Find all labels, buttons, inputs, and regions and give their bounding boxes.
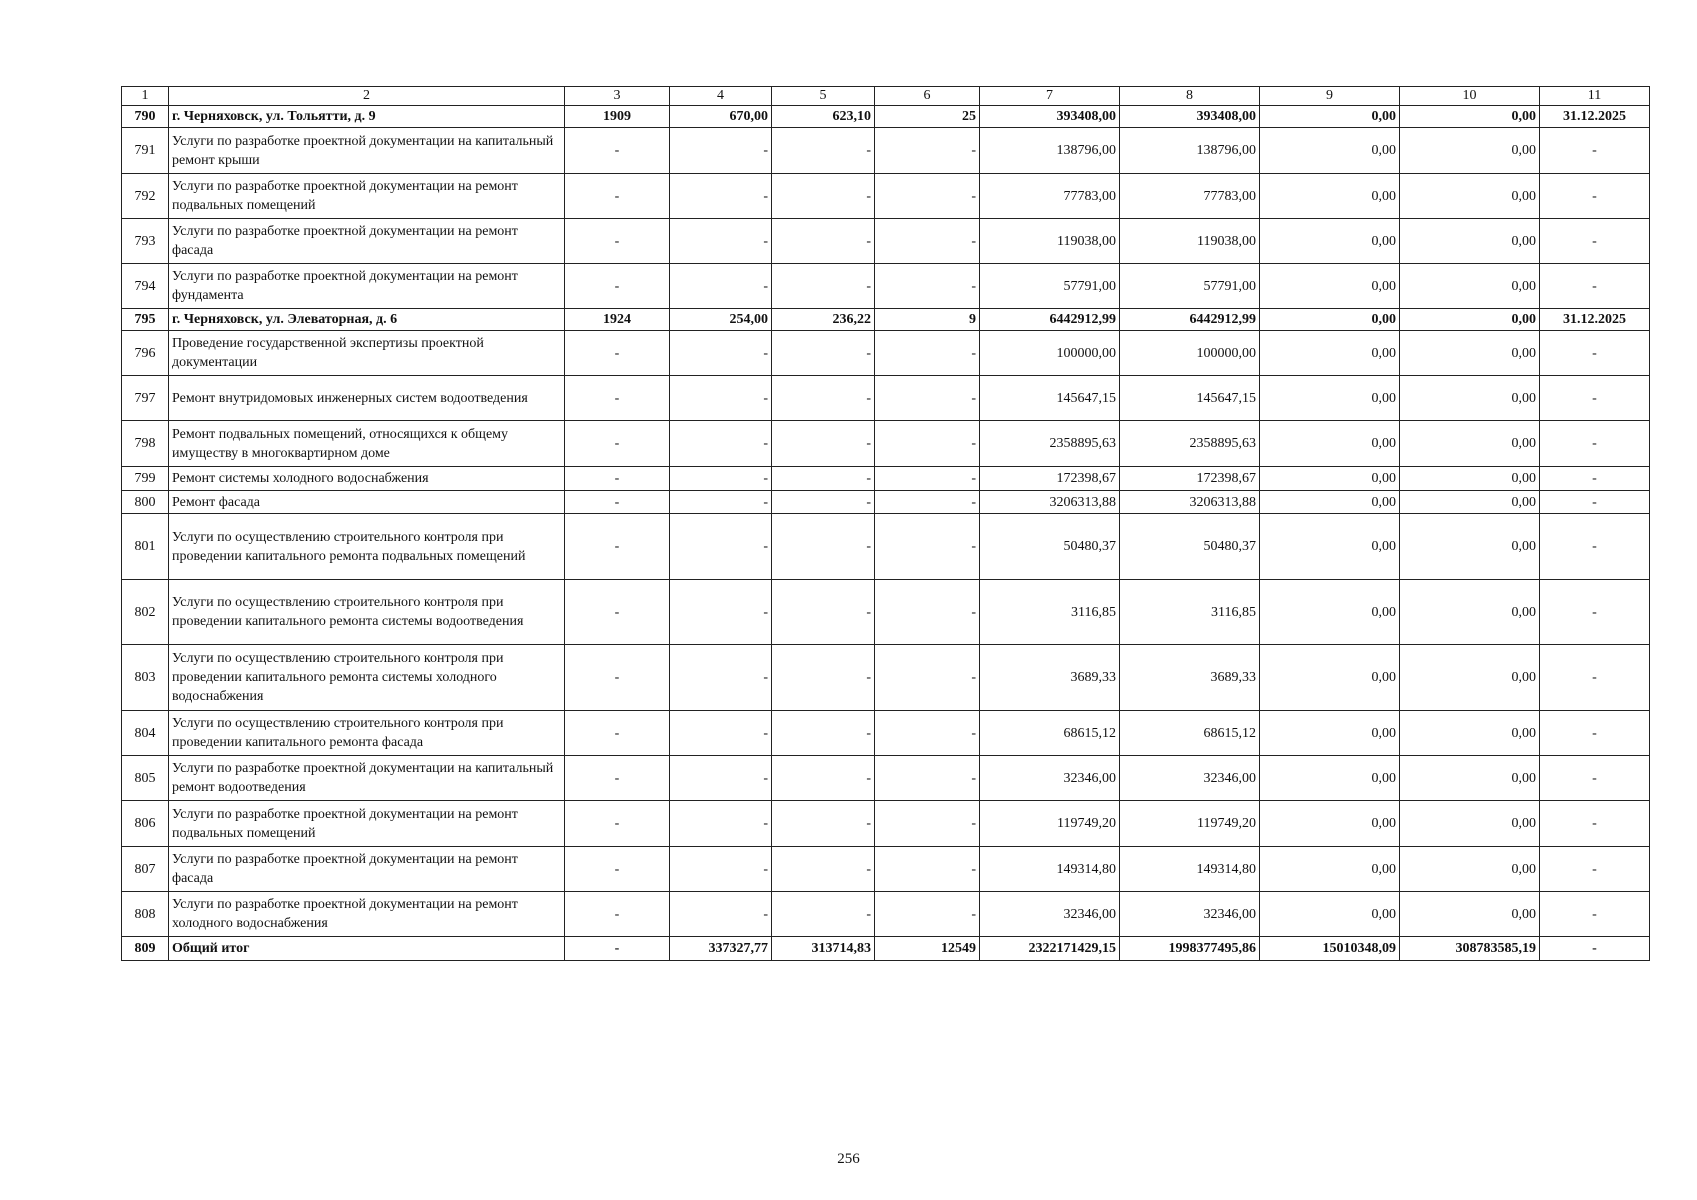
cost-regional: 0,00 (1260, 711, 1400, 756)
item-description: Услуги по разработке проектной документации на ремонт подвальных помещений (169, 174, 565, 219)
area-living: - (772, 645, 875, 711)
area-living: - (772, 174, 875, 219)
row-number: 804 (122, 711, 169, 756)
area-total: - (670, 128, 772, 174)
residents-count: - (875, 331, 980, 376)
year-built: - (565, 847, 670, 892)
completion-date: 31.12.2025 (1540, 309, 1650, 331)
residents-count: - (875, 467, 980, 491)
area-living: 236,22 (772, 309, 875, 331)
completion-date: - (1540, 937, 1650, 961)
completion-date: - (1540, 711, 1650, 756)
document-table-container (121, 86, 1649, 961)
cost-fund: 119038,00 (1120, 219, 1260, 264)
cost-total: 3206313,88 (980, 491, 1120, 514)
cost-regional: 0,00 (1260, 421, 1400, 467)
area-living: - (772, 421, 875, 467)
table-row (122, 309, 1650, 331)
item-description: Ремонт внутридомовых инженерных систем водоотведения (169, 376, 565, 421)
item-description: г. Черняховск, ул. Тольятти, д. 9 (169, 106, 565, 128)
item-description: Услуги по разработке проектной документации на ремонт подвальных помещений (169, 801, 565, 847)
row-number: 795 (122, 309, 169, 331)
residents-count: - (875, 491, 980, 514)
cost-owners: 0,00 (1400, 128, 1540, 174)
item-description: Услуги по разработке проектной документации на ремонт фасада (169, 847, 565, 892)
col-header-3: 3 (565, 87, 670, 106)
cost-total: 119749,20 (980, 801, 1120, 847)
cost-total: 32346,00 (980, 892, 1120, 937)
cost-regional: 0,00 (1260, 467, 1400, 491)
area-total: - (670, 711, 772, 756)
cost-regional: 0,00 (1260, 847, 1400, 892)
cost-total: 3116,85 (980, 580, 1120, 645)
residents-count: - (875, 421, 980, 467)
residents-count: - (875, 645, 980, 711)
col-header-9: 9 (1260, 87, 1400, 106)
completion-date: - (1540, 892, 1650, 937)
row-number: 808 (122, 892, 169, 937)
cost-regional: 15010348,09 (1260, 937, 1400, 961)
cost-regional: 0,00 (1260, 645, 1400, 711)
residents-count: - (875, 711, 980, 756)
cost-owners: 0,00 (1400, 645, 1540, 711)
cost-total: 119038,00 (980, 219, 1120, 264)
table-row (122, 467, 1650, 491)
completion-date: - (1540, 421, 1650, 467)
residents-count: - (875, 174, 980, 219)
cost-total: 172398,67 (980, 467, 1120, 491)
area-total: - (670, 467, 772, 491)
residents-count: - (875, 580, 980, 645)
cost-fund: 172398,67 (1120, 467, 1260, 491)
row-number: 799 (122, 467, 169, 491)
year-built: - (565, 645, 670, 711)
cost-total: 6442912,99 (980, 309, 1120, 331)
item-description: Услуги по разработке проектной документации на ремонт фундамента (169, 264, 565, 309)
area-living: - (772, 801, 875, 847)
cost-owners: 0,00 (1400, 892, 1540, 937)
cost-owners: 0,00 (1400, 580, 1540, 645)
cost-owners: 0,00 (1400, 514, 1540, 580)
item-description: Услуги по разработке проектной документации на ремонт холодного водоснабжения (169, 892, 565, 937)
cost-regional: 0,00 (1260, 309, 1400, 331)
row-number: 793 (122, 219, 169, 264)
cost-fund: 68615,12 (1120, 711, 1260, 756)
cost-owners: 0,00 (1400, 331, 1540, 376)
cost-total: 2322171429,15 (980, 937, 1120, 961)
row-number: 790 (122, 106, 169, 128)
cost-fund: 100000,00 (1120, 331, 1260, 376)
area-living: - (772, 491, 875, 514)
cost-regional: 0,00 (1260, 756, 1400, 801)
area-living: - (772, 847, 875, 892)
cost-owners: 0,00 (1400, 756, 1540, 801)
area-total: - (670, 514, 772, 580)
completion-date: - (1540, 174, 1650, 219)
year-built: - (565, 580, 670, 645)
residents-count: 9 (875, 309, 980, 331)
year-built: - (565, 801, 670, 847)
year-built: - (565, 892, 670, 937)
cost-total: 3689,33 (980, 645, 1120, 711)
table-row (122, 491, 1650, 514)
cost-regional: 0,00 (1260, 491, 1400, 514)
col-header-11: 11 (1540, 87, 1650, 106)
cost-owners: 0,00 (1400, 491, 1540, 514)
row-number: 796 (122, 331, 169, 376)
cost-owners: 0,00 (1400, 801, 1540, 847)
cost-regional: 0,00 (1260, 106, 1400, 128)
cost-owners: 0,00 (1400, 376, 1540, 421)
item-description: Услуги по осуществлению строительного контроля при проведении капитального ремонта системы водоотведения (169, 580, 565, 645)
cost-owners: 308783585,19 (1400, 937, 1540, 961)
table-body (122, 106, 1650, 961)
cost-fund: 3206313,88 (1120, 491, 1260, 514)
cost-owners: 0,00 (1400, 309, 1540, 331)
year-built: - (565, 219, 670, 264)
area-living: 313714,83 (772, 937, 875, 961)
table-row (122, 892, 1650, 937)
area-living: - (772, 264, 875, 309)
cost-fund: 119749,20 (1120, 801, 1260, 847)
residents-count: - (875, 756, 980, 801)
completion-date: - (1540, 128, 1650, 174)
item-description: Ремонт фасада (169, 491, 565, 514)
item-description: Услуги по осуществлению строительного контроля при проведении капитального ремонта фасада (169, 711, 565, 756)
area-total: - (670, 847, 772, 892)
row-number: 807 (122, 847, 169, 892)
completion-date: - (1540, 847, 1650, 892)
item-description: Проведение государственной экспертизы проектной документации (169, 331, 565, 376)
year-built: - (565, 376, 670, 421)
table-row (122, 128, 1650, 174)
page-number: 256 (837, 1151, 860, 1167)
cost-owners: 0,00 (1400, 467, 1540, 491)
table-row (122, 847, 1650, 892)
area-total: - (670, 376, 772, 421)
cost-fund: 393408,00 (1120, 106, 1260, 128)
col-header-1: 1 (122, 87, 169, 106)
area-living: - (772, 128, 875, 174)
cost-regional: 0,00 (1260, 892, 1400, 937)
area-living: - (772, 892, 875, 937)
year-built: - (565, 514, 670, 580)
year-built: - (565, 421, 670, 467)
year-built: - (565, 128, 670, 174)
row-number: 798 (122, 421, 169, 467)
year-built: 1924 (565, 309, 670, 331)
area-living: - (772, 756, 875, 801)
completion-date: - (1540, 580, 1650, 645)
cost-fund: 57791,00 (1120, 264, 1260, 309)
year-built: - (565, 711, 670, 756)
table-row (122, 106, 1650, 128)
table-row (122, 937, 1650, 961)
cost-owners: 0,00 (1400, 711, 1540, 756)
item-description: Ремонт системы холодного водоснабжения (169, 467, 565, 491)
item-description: Услуги по разработке проектной документации на капитальный ремонт водоотведения (169, 756, 565, 801)
area-total: - (670, 219, 772, 264)
col-header-8: 8 (1120, 87, 1260, 106)
residents-count: 12549 (875, 937, 980, 961)
col-header-5: 5 (772, 87, 875, 106)
cost-owners: 0,00 (1400, 219, 1540, 264)
area-living: - (772, 514, 875, 580)
completion-date: - (1540, 514, 1650, 580)
item-description: Общий итог (169, 937, 565, 961)
col-header-6: 6 (875, 87, 980, 106)
col-header-10: 10 (1400, 87, 1540, 106)
row-number: 794 (122, 264, 169, 309)
cost-total: 32346,00 (980, 756, 1120, 801)
table-row (122, 264, 1650, 309)
completion-date: - (1540, 264, 1650, 309)
completion-date: - (1540, 376, 1650, 421)
residents-count: - (875, 847, 980, 892)
cost-fund: 32346,00 (1120, 756, 1260, 801)
area-living: - (772, 376, 875, 421)
area-living: 623,10 (772, 106, 875, 128)
cost-total: 100000,00 (980, 331, 1120, 376)
cost-regional: 0,00 (1260, 219, 1400, 264)
completion-date: - (1540, 756, 1650, 801)
item-description: Услуги по осуществлению строительного контроля при проведении капитального ремонта системы холодного водоснабжения (169, 645, 565, 711)
item-description: Услуги по разработке проектной документации на ремонт фасада (169, 219, 565, 264)
cost-total: 50480,37 (980, 514, 1120, 580)
completion-date: - (1540, 491, 1650, 514)
table-row (122, 580, 1650, 645)
col-header-4: 4 (670, 87, 772, 106)
residents-count: - (875, 514, 980, 580)
year-built: - (565, 937, 670, 961)
cost-regional: 0,00 (1260, 801, 1400, 847)
area-total: - (670, 264, 772, 309)
area-total: - (670, 580, 772, 645)
cost-fund: 77783,00 (1120, 174, 1260, 219)
row-number: 805 (122, 756, 169, 801)
residents-count: - (875, 801, 980, 847)
residents-count: - (875, 892, 980, 937)
cost-owners: 0,00 (1400, 264, 1540, 309)
area-total: - (670, 491, 772, 514)
cost-total: 57791,00 (980, 264, 1120, 309)
area-total: - (670, 756, 772, 801)
cost-regional: 0,00 (1260, 376, 1400, 421)
cost-fund: 3116,85 (1120, 580, 1260, 645)
area-living: - (772, 711, 875, 756)
cost-owners: 0,00 (1400, 106, 1540, 128)
year-built: - (565, 264, 670, 309)
item-description: Ремонт подвальных помещений, относящихся к общему имуществу в многоквартирном доме (169, 421, 565, 467)
residents-count: - (875, 128, 980, 174)
cost-regional: 0,00 (1260, 128, 1400, 174)
area-total: - (670, 421, 772, 467)
cost-total: 138796,00 (980, 128, 1120, 174)
row-number: 802 (122, 580, 169, 645)
residents-count: - (875, 264, 980, 309)
cost-fund: 145647,15 (1120, 376, 1260, 421)
row-number: 809 (122, 937, 169, 961)
col-header-2: 2 (169, 87, 565, 106)
cost-regional: 0,00 (1260, 331, 1400, 376)
row-number: 797 (122, 376, 169, 421)
area-total: - (670, 892, 772, 937)
area-total: 670,00 (670, 106, 772, 128)
row-number: 800 (122, 491, 169, 514)
cost-regional: 0,00 (1260, 514, 1400, 580)
year-built: - (565, 756, 670, 801)
col-header-7: 7 (980, 87, 1120, 106)
area-total: - (670, 174, 772, 219)
item-description: Услуги по осуществлению строительного контроля при проведении капитального ремонта подвальных помещений (169, 514, 565, 580)
cost-total: 393408,00 (980, 106, 1120, 128)
row-number: 806 (122, 801, 169, 847)
row-number: 791 (122, 128, 169, 174)
cost-owners: 0,00 (1400, 847, 1540, 892)
area-living: - (772, 467, 875, 491)
area-total: - (670, 331, 772, 376)
table-row (122, 801, 1650, 847)
table-row (122, 645, 1650, 711)
item-description: Услуги по разработке проектной документации на капитальный ремонт крыши (169, 128, 565, 174)
table-row (122, 756, 1650, 801)
cost-fund: 149314,80 (1120, 847, 1260, 892)
completion-date: - (1540, 331, 1650, 376)
completion-date: - (1540, 801, 1650, 847)
table-row (122, 174, 1650, 219)
completion-date: 31.12.2025 (1540, 106, 1650, 128)
completion-date: - (1540, 219, 1650, 264)
cost-fund: 32346,00 (1120, 892, 1260, 937)
cost-total: 68615,12 (980, 711, 1120, 756)
cost-fund: 6442912,99 (1120, 309, 1260, 331)
row-number: 803 (122, 645, 169, 711)
column-number-row (122, 87, 1650, 106)
residents-count: - (875, 376, 980, 421)
area-total: - (670, 645, 772, 711)
table-row (122, 421, 1650, 467)
cost-owners: 0,00 (1400, 421, 1540, 467)
row-number: 801 (122, 514, 169, 580)
residents-count: - (875, 219, 980, 264)
cost-total: 149314,80 (980, 847, 1120, 892)
table-row (122, 331, 1650, 376)
table-row (122, 219, 1650, 264)
cost-total: 2358895,63 (980, 421, 1120, 467)
cost-fund: 1998377495,86 (1120, 937, 1260, 961)
cost-fund: 138796,00 (1120, 128, 1260, 174)
cost-fund: 50480,37 (1120, 514, 1260, 580)
residents-count: 25 (875, 106, 980, 128)
table-row (122, 514, 1650, 580)
area-living: - (772, 331, 875, 376)
table-row (122, 711, 1650, 756)
row-number: 792 (122, 174, 169, 219)
table-row (122, 376, 1650, 421)
cost-total: 77783,00 (980, 174, 1120, 219)
cost-regional: 0,00 (1260, 264, 1400, 309)
year-built: - (565, 174, 670, 219)
area-total: 337327,77 (670, 937, 772, 961)
area-total: 254,00 (670, 309, 772, 331)
area-living: - (772, 219, 875, 264)
cost-fund: 2358895,63 (1120, 421, 1260, 467)
area-total: - (670, 801, 772, 847)
item-description: г. Черняховск, ул. Элеваторная, д. 6 (169, 309, 565, 331)
cost-regional: 0,00 (1260, 174, 1400, 219)
year-built: - (565, 491, 670, 514)
year-built: - (565, 467, 670, 491)
cost-owners: 0,00 (1400, 174, 1540, 219)
year-built: 1909 (565, 106, 670, 128)
area-living: - (772, 580, 875, 645)
year-built: - (565, 331, 670, 376)
completion-date: - (1540, 645, 1650, 711)
cost-total: 145647,15 (980, 376, 1120, 421)
repair-program-table (121, 86, 1650, 961)
cost-fund: 3689,33 (1120, 645, 1260, 711)
completion-date: - (1540, 467, 1650, 491)
cost-regional: 0,00 (1260, 580, 1400, 645)
